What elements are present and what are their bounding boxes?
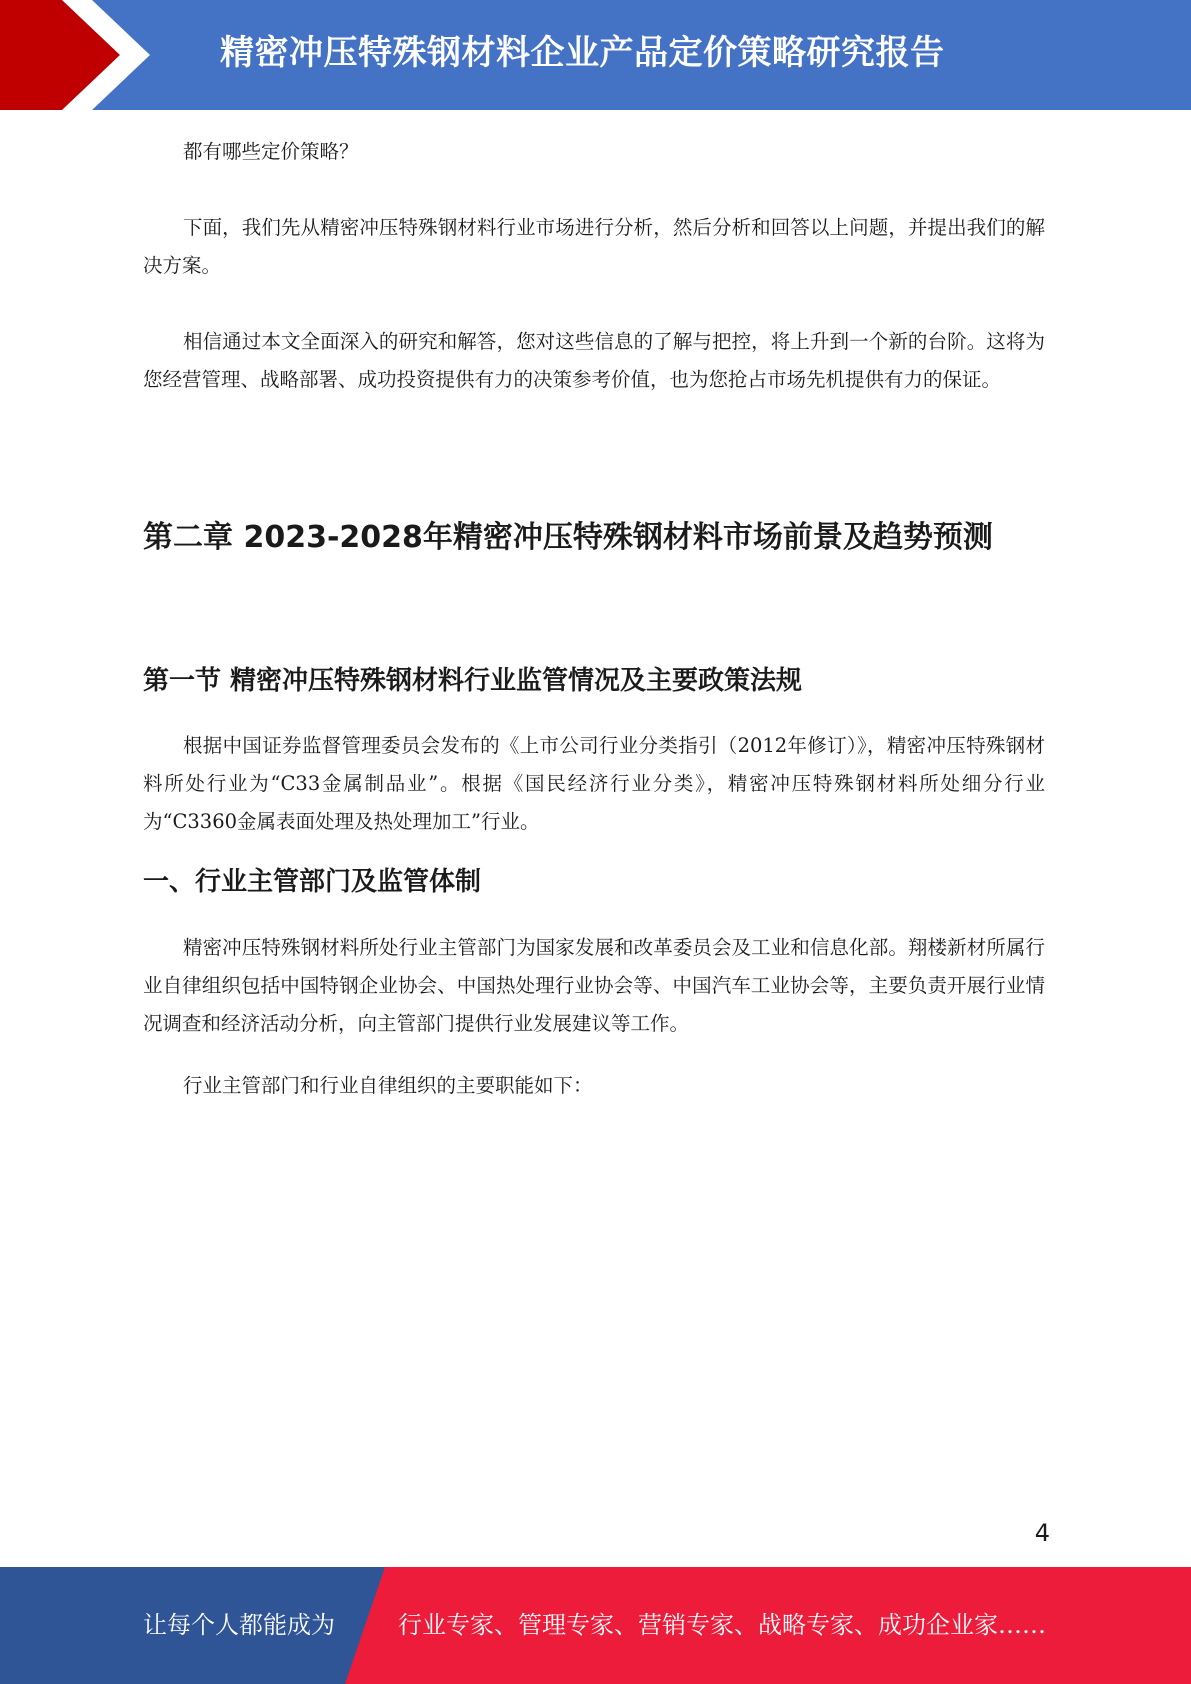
footer-slogan-right: 行业专家、管理专家、营销专家、战略专家、成功企业家…… bbox=[398, 1611, 1046, 1639]
intro-paragraph-2: 下面，我们先从精密冲压特殊钢材料行业市场进行分析，然后分析和回答以上问题，并提出我们的解决方案。 bbox=[143, 216, 1045, 277]
chapter-title: 第二章 2023-2028年精密冲压特殊钢材料市场前景及趋势预测 bbox=[143, 520, 993, 555]
intro-paragraph-1: 都有哪些定价策略？ bbox=[183, 140, 359, 163]
intro-paragraph-3: 相信通过本文全面深入的研究和解答，您对这些信息的了解与把控，将上升到一个新的台阶。这将为您经营管理、战略部署、成功投资提供有力的决策参考价值，也为您抢占市场先机提供有力的保证。 bbox=[143, 330, 1045, 391]
subsection-title: 一、行业主管部门及监管体制 bbox=[143, 867, 482, 897]
section-paragraph: 根据中国证券监督管理委员会发布的《上市公司行业分类指引（2012年修订）》，精密冲压特殊钢材料所处行业为“C33金属制品业”。根据《国民经济行业分类》，精密冲压特殊钢材料所处细分行业为“C3360金属表面处理及热处理加工”行业。 bbox=[143, 734, 1045, 833]
report-header-band bbox=[0, 0, 1191, 110]
page-number: 4 bbox=[1034, 1519, 1050, 1547]
footer-slogan-left: 让每个人都能成为 bbox=[143, 1611, 335, 1639]
subsection-paragraph-1: 精密冲压特殊钢材料所处行业主管部门为国家发展和改革委员会及工业和信息化部。翔楼新材所属行业自律组织包括中国特钢企业协会、中国热处理行业协会等、中国汽车工业协会等，主要负责开展行业情况调查和经济活动分析，向主管部门提供行业发展建议等工作。 bbox=[143, 936, 1045, 1035]
footer-band bbox=[0, 1567, 1191, 1684]
subsection-paragraph-2: 行业主管部门和行业自律组织的主要职能如下： bbox=[183, 1074, 593, 1097]
header-red-arrow-icon bbox=[0, 0, 160, 110]
report-title: 精密冲压特殊钢材料企业产品定价策略研究报告 bbox=[220, 33, 945, 73]
section-title: 第一节 精密冲压特殊钢材料行业监管情况及主要政策法规 bbox=[143, 666, 803, 696]
